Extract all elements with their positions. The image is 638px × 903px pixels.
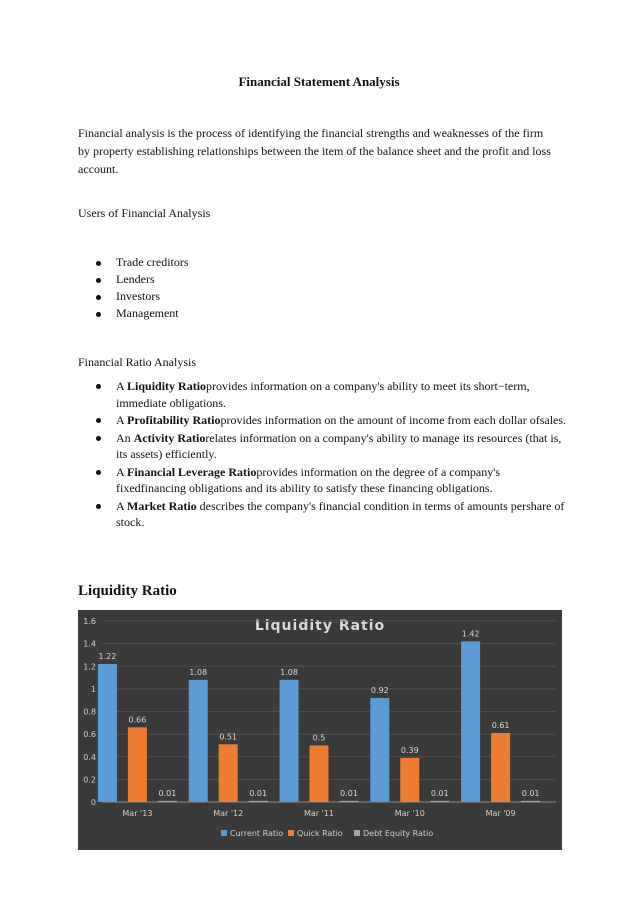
users-list — [78, 254, 189, 322]
bar — [249, 801, 268, 802]
bar — [370, 698, 389, 802]
y-tick-label: 0.8 — [83, 707, 96, 717]
data-label: 1.08 — [280, 667, 298, 677]
y-tick-label: 1.4 — [83, 639, 96, 649]
chart-svg — [78, 610, 562, 850]
y-tick-label: 1.6 — [83, 617, 96, 626]
data-label: 0.01 — [340, 788, 358, 798]
data-label: 0.01 — [430, 788, 449, 798]
legend-swatch — [221, 830, 227, 836]
ratio-term: Financial Leverage Ratio — [127, 464, 257, 479]
data-label: 0.01 — [249, 788, 268, 798]
liquidity-ratio-chart — [78, 610, 562, 850]
data-label: 1.42 — [461, 629, 480, 639]
legend-swatch — [288, 830, 294, 836]
bar — [400, 758, 419, 802]
list-item: A Profitability Ratioprovides information on the amount of income from each dollar ofsales. — [78, 412, 568, 429]
y-tick-label: 1 — [90, 684, 96, 694]
bar — [158, 801, 177, 802]
y-tick-label: 1.2 — [83, 662, 96, 672]
y-tick-label: 0.4 — [83, 752, 96, 762]
legend-label: Current Ratio — [230, 829, 284, 838]
bar — [340, 801, 359, 802]
bar — [430, 801, 449, 802]
list-item: An Activity Ratiorelates information on a company's ability to manage its resources (that is, its assets) efficiently. — [78, 430, 568, 463]
bar — [128, 727, 147, 802]
legend-label: Debt Equity Ratio — [363, 829, 434, 838]
ratio-term: Activity Ratio — [133, 430, 206, 445]
list-item: Investors — [78, 288, 189, 305]
data-label: 0.92 — [370, 685, 389, 695]
data-label: 0.66 — [128, 715, 147, 725]
bar — [310, 745, 329, 802]
x-tick-label: Mar '10 — [394, 809, 425, 818]
data-label: 0.39 — [400, 745, 419, 755]
ratio-heading: Financial Ratio Analysis — [78, 355, 196, 369]
bar — [189, 680, 208, 802]
list-item: Lenders — [78, 271, 189, 288]
x-tick-label: Mar '12 — [213, 809, 244, 818]
list-item: Management — [78, 305, 189, 322]
y-tick-label: 0.6 — [83, 730, 96, 740]
chart-title: Liquidity Ratio — [254, 618, 386, 634]
section-heading: Liquidity Ratio — [78, 583, 177, 599]
bar — [280, 680, 299, 802]
ratio-term: Liquidity Ratio — [127, 379, 207, 393]
list-item: Trade creditors — [78, 254, 189, 271]
ratio-term: Market Ratio — [127, 498, 197, 513]
x-tick-label: Mar '13 — [122, 809, 153, 818]
ratio-list — [78, 378, 568, 532]
data-label: 1.08 — [189, 667, 208, 677]
legend-swatch — [354, 830, 360, 836]
bar — [98, 664, 117, 802]
legend-label: Quick Ratio — [297, 829, 343, 838]
list-item: A Liquidity Ratioprovides information on a company's ability to meet its short−term, immediate obligations. — [78, 378, 568, 411]
data-label: 0.01 — [158, 788, 177, 798]
users-heading: Users of Financial Analysis — [78, 206, 211, 220]
data-label: 1.22 — [98, 651, 117, 661]
bar — [491, 733, 510, 802]
list-item: A Financial Leverage Ratioprovides information on the degree of a company's fixedfinancing obligations and its ability to satisfy these financing obligations. — [78, 464, 568, 497]
data-label: 0.51 — [219, 732, 238, 742]
intro-paragraph: Financial analysis is the process of identifying the financial strengths and weaknesses of the firm by property establishing relationships between the item of the balance sheet and the profit and loss account. — [78, 126, 551, 176]
bar — [521, 801, 540, 802]
y-tick-label: 0.2 — [83, 775, 96, 785]
x-tick-label: Mar '11 — [303, 809, 335, 818]
ratio-term: Profitability Ratio — [127, 413, 221, 427]
data-label: 0.01 — [521, 788, 540, 798]
list-item: A Market Ratio describes the company's financial condition in terms of amounts pershare of stock. — [78, 498, 568, 531]
page-title: Financial Statement Analysis — [238, 74, 400, 89]
x-tick-label: Mar '09 — [485, 809, 516, 818]
y-tick-label: 0 — [90, 798, 96, 807]
data-label: 0.5 — [312, 733, 326, 743]
bar — [219, 744, 238, 802]
bar — [461, 641, 480, 802]
data-label: 0.61 — [491, 720, 510, 730]
